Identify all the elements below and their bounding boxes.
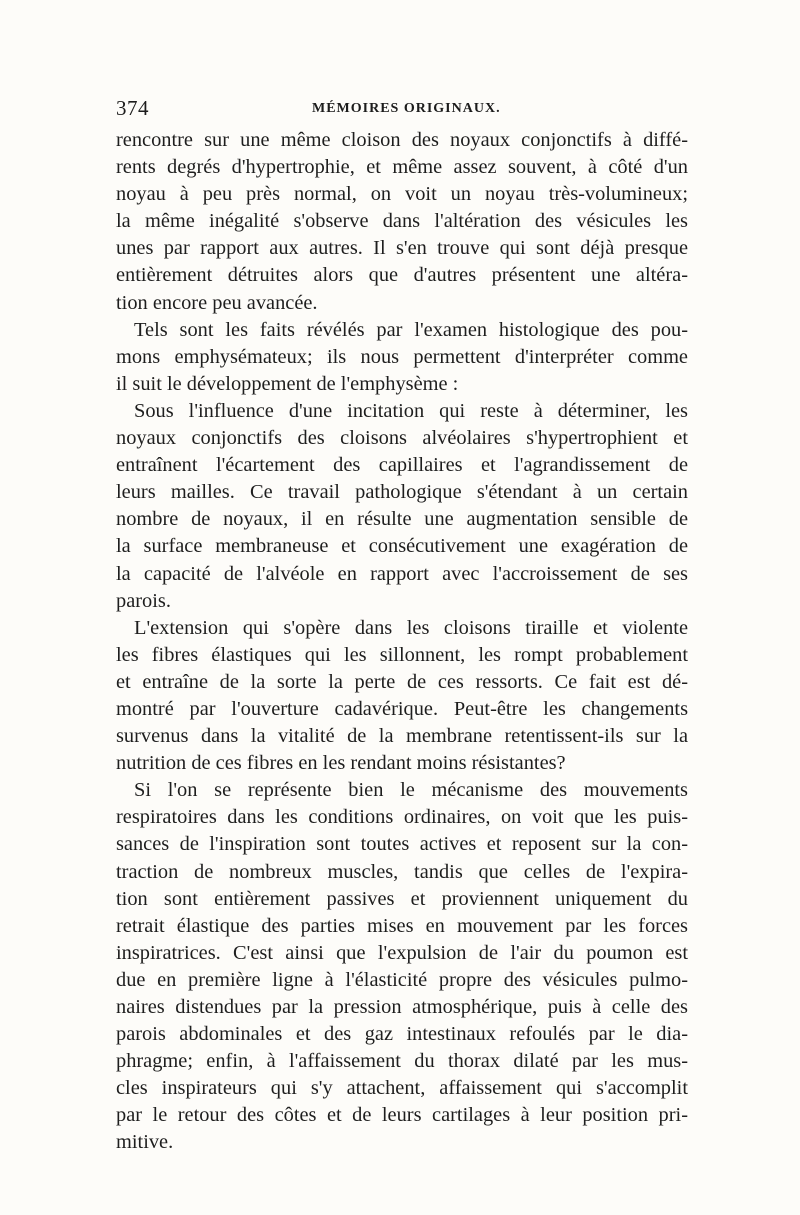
- running-title: MÉMOIRES ORIGINAUX.: [312, 101, 501, 116]
- text-line: Sous l'influence d'une incitation qui reste à déterminer, les: [134, 399, 688, 422]
- text-line: Tels sont les faits révélés par l'examen histologique des pou-: [134, 318, 688, 341]
- text-line: la surface membraneuse et consécutivement une exagération de: [116, 535, 688, 558]
- text-line: cles inspirateurs qui s'y attachent, affaissement qui s'accomplit: [116, 1077, 688, 1100]
- text-line: parois.: [116, 589, 171, 612]
- paragraph-1: [116, 127, 688, 317]
- text-line: traction de nombreux muscles, tandis que celles de l'expira-: [116, 860, 688, 883]
- text-line: Si l'on se représente bien le mécanisme des mouvements: [134, 779, 688, 802]
- text-line: noyaux conjonctifs des cloisons alvéolaires s'hypertrophient et: [116, 427, 688, 450]
- text-line: parois abdominales et des gaz intestinaux refoulés par le dia-: [116, 1023, 688, 1046]
- paragraph-5: [116, 777, 688, 1156]
- running-head: [116, 96, 688, 124]
- text-line: par le retour des côtes et de leurs cartilages à leur position pri-: [116, 1104, 688, 1127]
- paragraph-4: [116, 615, 688, 778]
- text-line: inspiratrices. C'est ainsi que l'expulsion de l'air du poumon est: [116, 941, 688, 964]
- text-line: nombre de noyaux, il en résulte une augmentation sensible de: [116, 508, 688, 531]
- text-line: due en première ligne à l'élasticité propre des vésicules pulmo-: [116, 968, 688, 991]
- text-line: montré par l'ouverture cadavérique. Peut-être les changements: [116, 697, 688, 720]
- text-line: les fibres élastiques qui les sillonnent, les rompt probablement: [116, 643, 688, 666]
- page-number: 374: [116, 96, 149, 120]
- text-line: rents degrés d'hypertrophie, et même assez souvent, à côté d'un: [116, 156, 688, 179]
- text-line: mitive.: [116, 1131, 174, 1154]
- text-line: naires distendues par la pression atmosphérique, puis à celle des: [116, 996, 688, 1018]
- text-line: mons emphysémateux; ils nous permettent d'interpréter comme: [116, 345, 688, 368]
- text-line: la même inégalité s'observe dans l'altération des vésicules les: [116, 210, 688, 233]
- text-line: tion sont entièrement passives et proviennent uniquement du: [116, 887, 688, 910]
- text-line: L'extension qui s'opère dans les cloisons tiraille et violente: [134, 616, 688, 639]
- text-line: leurs mailles. Ce travail pathologique s'étendant à un certain: [116, 481, 688, 504]
- text-line: noyau à peu près normal, on voit un noyau très-volumineux;: [116, 183, 688, 206]
- paragraph-3: [116, 398, 688, 615]
- paragraph-2: [116, 317, 688, 398]
- text-line: retrait élastique des parties mises en mouvement par les forces: [116, 914, 688, 937]
- text-line: et entraîne de la sorte la perte de ces ressorts. Ce fait est dé-: [116, 670, 688, 693]
- text-line: la capacité de l'alvéole en rapport avec l'accroissement de ses: [116, 562, 688, 585]
- text-line: respiratoires dans les conditions ordinaires, on voit que les puis-: [116, 806, 688, 829]
- text-line: rencontre sur une même cloison des noyaux conjonctifs à diffé-: [116, 129, 688, 151]
- text-line: entraînent l'écartement des capillaires et l'agrandissement de: [116, 454, 688, 477]
- body-text: [116, 127, 688, 1157]
- text-line: il suit le développement de l'emphysème :: [116, 372, 459, 395]
- text-line: nutrition de ces fibres en les rendant moins résistantes?: [116, 752, 566, 775]
- text-line: unes par rapport aux autres. Il s'en trouve qui sont déjà presque: [116, 237, 688, 260]
- text-line: entièrement détruites alors que d'autres présentent une altéra-: [116, 264, 688, 287]
- text-line: phragme; enfin, à l'affaissement du thorax dilaté par les mus-: [116, 1050, 688, 1073]
- text-line: survenus dans la vitalité de la membrane retentissent-ils sur la: [116, 725, 688, 748]
- text-line: tion encore peu avancée.: [116, 291, 318, 314]
- text-line: sances de l'inspiration sont toutes actives et reposent sur la con-: [116, 833, 688, 856]
